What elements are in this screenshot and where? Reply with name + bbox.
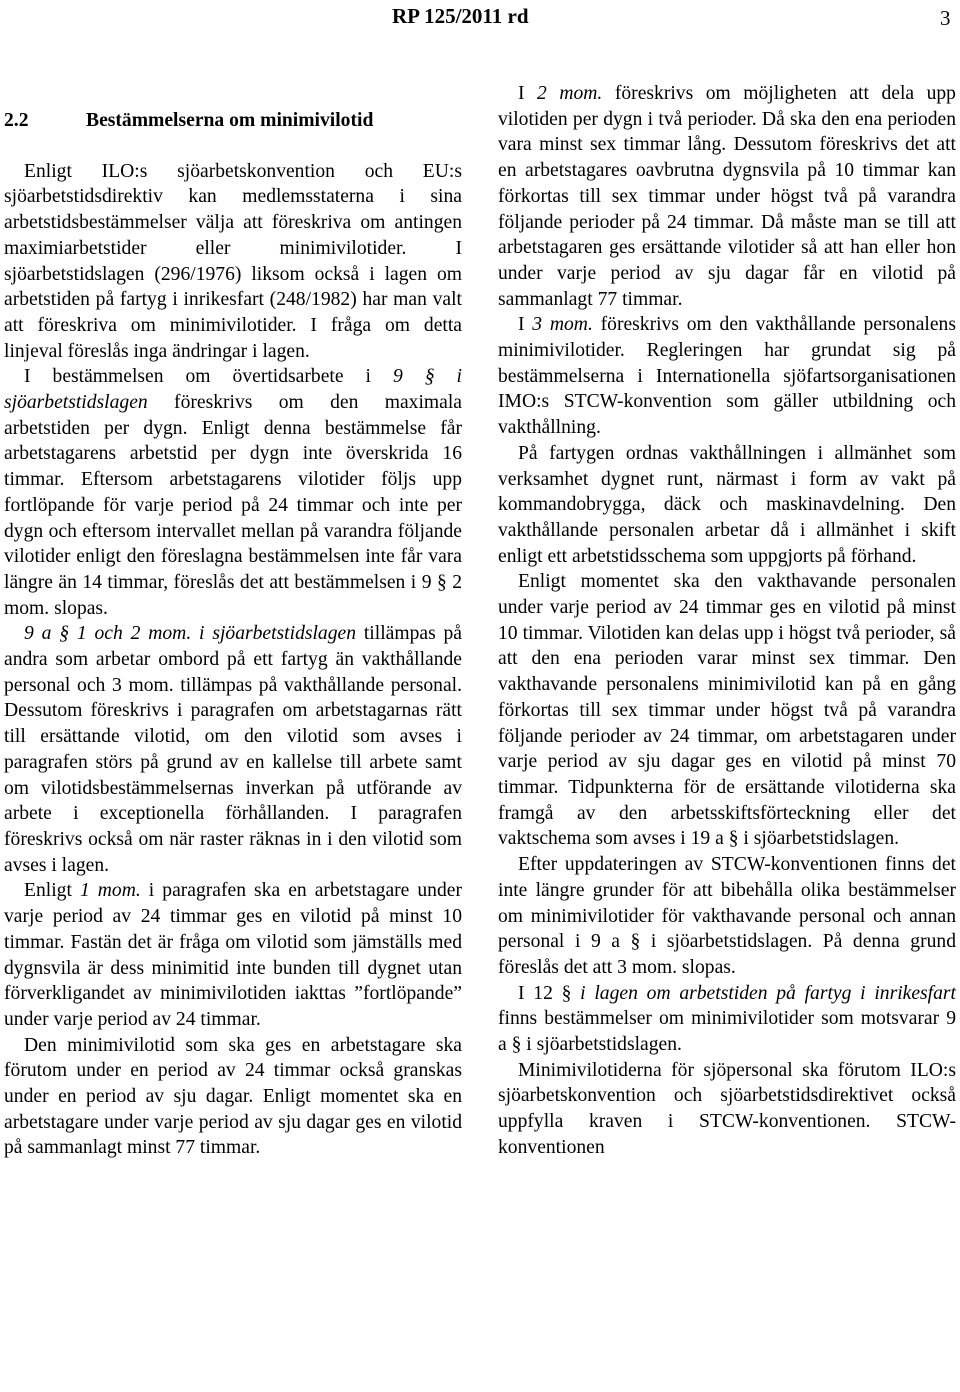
- law-reference: i lagen om arbetstiden på fartyg i inrikesfart: [580, 982, 956, 1004]
- paragraph: [498, 81, 956, 312]
- section-number: 2.2: [4, 110, 29, 131]
- paragraph: Den minimivilotid som ska ges en arbetstagare ska förutom under en period av 24 timmar också granskas under en period av sju dagar. Enligt momentet ska en arbetstagare under varje period av sju dagar ges en vilotid på sammanlagt minst 77 timmar.: [4, 1034, 462, 1159]
- paragraph: [498, 981, 956, 1058]
- text-span: I: [518, 83, 538, 104]
- page-number: 3: [940, 6, 951, 30]
- paragraph: Efter uppdateringen av STCW-konventionen finns det inte längre grunder för att bibehålla olika bestämmelser om minimivilotider för vakthavande personal och annan personal i 9 a § i sjöarbetstidslagen. På denna grund föreslås det att 3 mom. slopas.: [498, 854, 956, 978]
- paragraph: [498, 312, 956, 441]
- text-span: i paragrafen ska en arbetstagare under varje period av 24 timmar ges en vilotid på minst 10 timmar. Fastän det är fråga om vilotid som jämställs med dygnsvila är dess minimitid inte bunden till dygnet utan förverkligandet av minimivilotiden iakttas ”fortlöpande” under varje period av 24 timmar.: [4, 880, 463, 1030]
- law-reference: 9 a § 1 och 2 mom. i sjöarbetstidslagen: [24, 623, 357, 645]
- text-span: föreskrivs om möjligheten att dela upp vilotiden per dygn i två perioder. Då ska den ena perioden vara minst sex timmar lång. Dessutom föreskrivs det att en arbetstagares oavbrutna dygnsvila på 10 timmar kan förkortas till sex timmar under högst två på varandra följande perioder på 24 timmar. Då måste man se till att arbetstagaren ges ersättande vilotider så att han eller hon under varje period av sju dagar får en vilotid på sammanlagt 77 timmar.: [498, 83, 956, 310]
- paragraph: [4, 878, 462, 1032]
- paragraph: Enligt momentet ska den vakthavande personalen under varje period av 24 timmar ges en vilotid på minst 10 timmar. Vilotiden kan delas upp i högst två perioder, så att den ena perioden varar minst sex timmar. Den vakthavande personalens minimivilotid kan på en gång förkortas till sex timmar under högst två på varandra följande perioder av 24 timmar, om arbetstagaren under varje period av sju dagar ges en vilotid på minst 70 timmar. Tidpunkterna för de ersättande vilotiderna ska framgå av den arbetsskiftsförteckning eller det vaktschema som avses i 19 a § i sjöarbetstidslagen.: [498, 571, 956, 850]
- law-reference: 2 mom.: [537, 83, 603, 104]
- text-span: föreskrivs om den vakthållande personalens minimivilotider. Regleringen har grundat sig på bestämmelserna i Internationella sjöfartsorganisationen IMO:s STCW-konvention som gäller utbildning och vakthållning.: [498, 314, 956, 439]
- text-span: Enligt: [24, 880, 80, 902]
- law-reference: 9 § i sjöarbetstidslagen: [4, 366, 462, 414]
- paragraph: På fartygen ordnas vakthållningen i allmänhet som verksamhet dygnet runt, närmast i form av vakt på kommandobrygga, däck och maskinavdelning. Den vakthållande personalen arbetar då i allmänhet i skift enligt ett arbetstidsschema som uppgjorts på förhand.: [498, 442, 956, 567]
- law-reference: 3 mom.: [532, 314, 593, 336]
- text-span: I: [518, 314, 533, 336]
- page-header: [0, 2, 960, 34]
- left-column: [4, 108, 462, 1161]
- paragraph: Enligt ILO:s sjöarbetskonvention och EU:s sjöarbetstidsdirektiv kan medlemsstaterna i sina arbetstidsbestämmelser välja att föreskriva om antingen maximiarbetstider eller minimivilotider. I sjöarbetstidslagen (296/1976) liksom också i lagen om arbetstiden på fartyg i inrikesfart (248/1982) har man valt att föreskriva om minimivilotider. I fråga om detta linjeval föreslås inga ändringar i lagen.: [4, 160, 462, 362]
- text-span: föreskrivs om den maximala arbetstiden per dygn. Enligt denna bestämmelse får arbetstagarens arbetstid per dygn inte överskrida 16 timmar. Eftersom arbetstagarens vilotider följs upp fortlöpande för varje period på 24 timmar och inte per dygn och eftersom intervallet mellan på varandra följande vilotider enligt den föreslagna bestämmelsen inte får vara längre än 14 timmar, föreslås det att bestämmelsen i 9 § 2 mom. slopas.: [4, 392, 462, 619]
- text-span: finns bestämmelser om minimivilotider som motsvarar 9 a § i sjöarbetstidslagen.: [498, 1008, 956, 1056]
- document-reference: RP 125/2011 rd: [392, 4, 529, 28]
- text-span: I 12 §: [518, 982, 581, 1004]
- right-column: [498, 81, 956, 1161]
- section-heading: [4, 108, 462, 134]
- text-span: tillämpas på andra som arbetar ombord på ett fartyg än vakthållande personal och 3 mom. tillämpas på vakthållande personal. Dessutom föreskrivs i paragrafen om arbetstagarnas rätt till ersättande vilotid, om den vilotid som avses i paragrafen störs på grund av en kallelse till arbete samt om vilotidsbestämmelsernas inverkan på utförande av arbete i exceptionella förhållanden. I paragrafen föreskrivs också om när raster räknas in i den vilotid som avses i lagen.: [4, 623, 463, 876]
- text-span: I bestämmelsen om övertidsarbete i: [24, 366, 393, 388]
- paragraph: [4, 621, 462, 878]
- paragraph: [4, 364, 462, 621]
- law-reference: 1 mom.: [79, 880, 141, 902]
- section-title: Bestämmelserna om minimivilotid: [86, 110, 374, 131]
- paragraph: Minimivilotiderna för sjöpersonal ska förutom ILO:s sjöarbetskonvention och sjöarbetstidsdirektivet också uppfylla kraven i STCW-konventionen. STCW-konventionen: [498, 1059, 956, 1158]
